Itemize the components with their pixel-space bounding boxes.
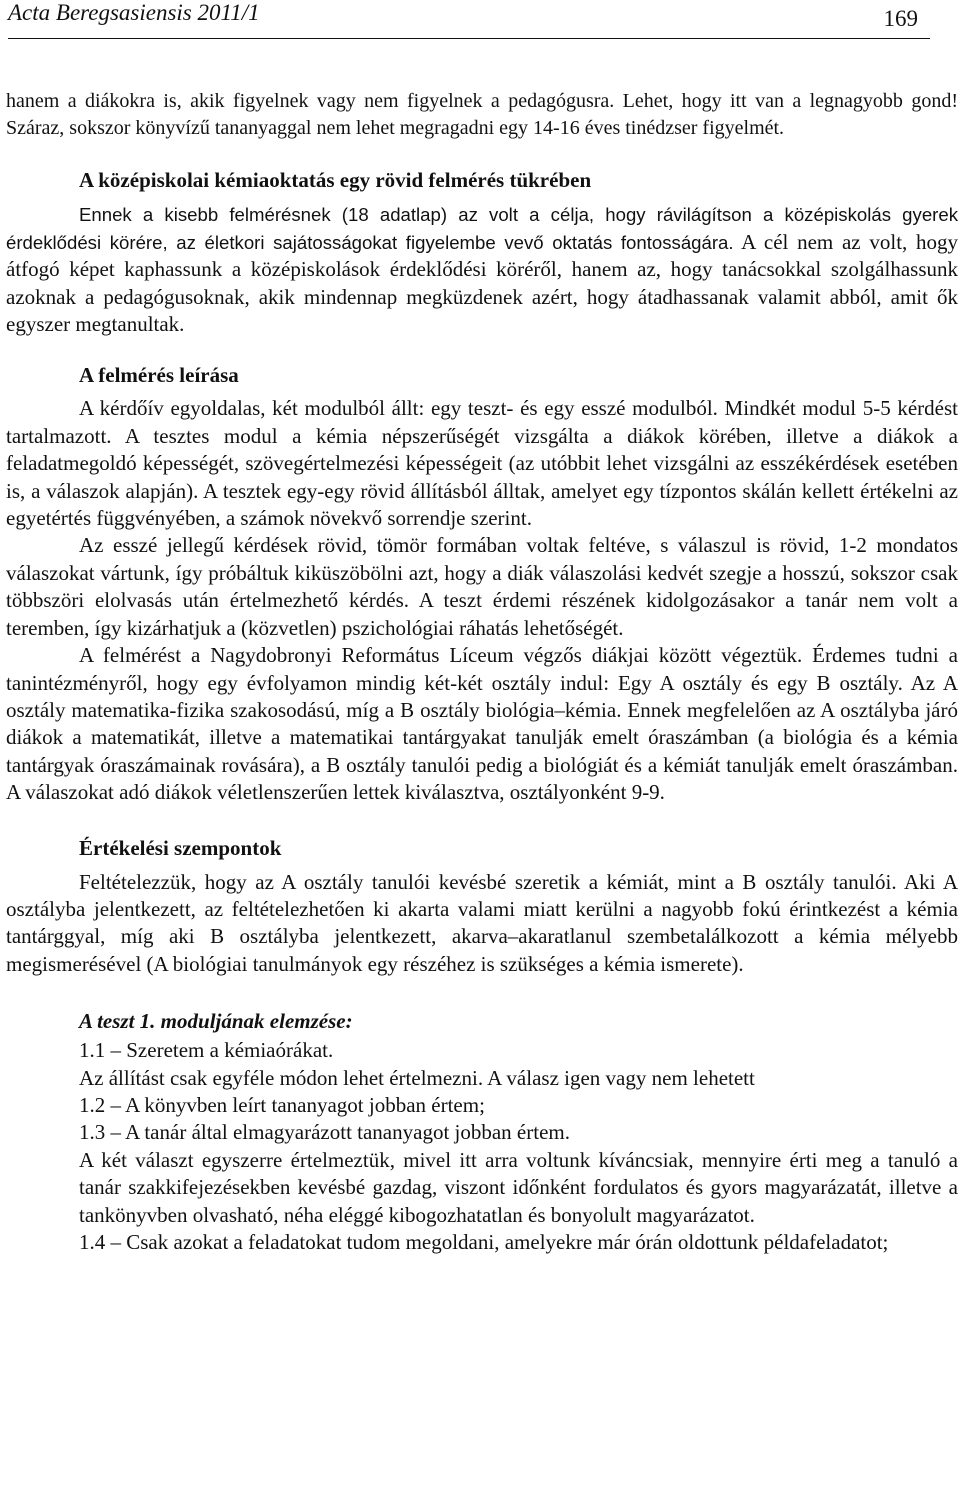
page-number: 169 <box>883 6 918 31</box>
paragraph-hypothesis: Feltételezzük, hogy az A osztály tanulói kevésbé szeretik a kémiát, mint a B osztály tanulói. Aki A osztályba jelentkezett, az feltételezhetően ki akarta valami miatt kerülni a nagyobb fokú érintkezést a kémia tantárggyal, míg aki B osztályba jelentkezett, akarva–akaratlanul szembetalálkozott a kémia mélyebb megismerésével (A biológiai tanulmányok egy részéhez is szükséges a kémia ismerete). <box>6 869 958 976</box>
article-body <box>6 88 958 1256</box>
section-heading-evaluation: Értékelési szempontok <box>79 835 282 860</box>
survey-purpose-sans-text: Ennek a kisebb felmérésnek (18 adatlap) az volt a célja, hogy rávilágítson a középiskolás gyerek érdeklődési körére, az életkori sajátosságokat figyelembe vevő oktatás fontosságára. <box>6 204 958 253</box>
running-header <box>8 0 930 39</box>
list-item: 1.4 – Csak azokat a feladatokat tudom megoldani, amelyekre már órán oldottunk példafeladatot; <box>79 1230 889 1254</box>
paragraph-intro: hanem a diákokra is, akik figyelnek vagy nem figyelnek a pedagógusra. Lehet, hogy itt van a legnagyobb gond! Száraz, sokszor könyvízű tananyaggal nem lehet megragadni egy 14-16 éves tinédzser figyelmét. <box>6 90 958 140</box>
survey-purpose-serif-text: A cél nem az volt, hogy átfogó képet kaphassunk a középiskolások érdeklődési köréről, hanem az, hogy tanácsokkal szolgálhassunk azoknak a pedagógusoknak, akik mindennap megküzdenek azért, hogy átadhassanak valamit abból, amit ők egyszer megtanultak. <box>6 229 959 337</box>
journal-title: Acta Beregsasiensis 2011/1 <box>8 0 260 25</box>
paragraph-survey-purpose <box>6 201 958 338</box>
paragraph-essay-questions: Az esszé jellegű kérdések rövid, tömör formában voltak feltéve, s válaszul is rövid, 1-2 mondatos válaszokat vártunk, így próbáltuk kiküszöbölni azt, hogy a diák válaszolási kedvét szegje a hosszú, sokszor csak többszöri elolvasás után értelmezhető kérdés. A teszt érdemi részének kidolgozásakor a tanár nem volt a teremben, így kizárhatjuk a (közvetlen) pszichológiai ráhatás lehetőségét. <box>6 533 958 640</box>
list-item: A két választ egyszerre értelmeztük, mivel itt arra voltunk kíváncsiak, mennyire érti meg a tanuló a tanár szakkifejezésekben kevésbé gazdag, viszont időnként fordulatos és gyors magyarázatát, illetve a tankönyvben olvasható, néha eléggé kibogozhatatlan és bonyolult magyarázatot. <box>79 1147 958 1227</box>
list-item: 1.2 – A könyvben leírt tananyagot jobban értem; <box>79 1092 485 1117</box>
list-item: Az állítást csak egyféle módon lehet értelmezni. A válasz igen vagy nem lehetett <box>79 1065 755 1090</box>
section-heading-chemistry-education: A középiskolai kémiaoktatás egy rövid felmérés tükrében <box>79 168 592 193</box>
section-heading-survey-description: A felmérés leírása <box>79 363 239 388</box>
list-item: 1.1 – Szeretem a kémiaórákat. <box>79 1038 334 1063</box>
section-heading-module-analysis: A teszt 1. moduljának elemzése: <box>79 1009 353 1034</box>
paragraph-questionnaire: A kérdőív egyoldalas, két modulból állt: egy teszt- és egy esszé modulból. Mindkét modul 5-5 kérdést tartalmazott. A tesztes modul a kémia népszerűségét vizsgálta a diákok körében, illetve a diákok a feladatmegoldó képességét, szövegértelmezési képességeit (az utóbbit lehet vizsgálni az esszékérdések esetében is, a válaszok alapján). A tesztek egy-egy rövid állításból álltak, amelyet egy tízpontos skálán kellett értékelni az egyetértés függvényében, a számok növekvő sorrendje szerint. <box>6 396 958 531</box>
list-item: 1.3 – A tanár által elmagyarázott tananyagot jobban értem. <box>79 1120 570 1145</box>
paragraph-school: A felmérést a Nagydobronyi Református Líceum végzős diákjai között végeztük. Érdemes tudni a tanintézményről, hogy egy évfolyamon mindig két-két osztály indul: Egy A osztály és egy B osztály. Az A osztály matematika-fizika szakosodású, míg a B osztály biológia–kémia. Ennek megfelelően az A osztályba járó diákok a matematikát, illetve a matematikai tantárgyakat tanulják emelt óraszámban (a biológia és a kémia tantárgyak óraszámainak rovására), a B osztály tanulói pedig a biológiát és a kémiát tanulják emelt óraszámban. A válaszokat adó diákok véletlenszerűen lettek kiválasztva, osztályonként 9-9. <box>6 643 958 805</box>
